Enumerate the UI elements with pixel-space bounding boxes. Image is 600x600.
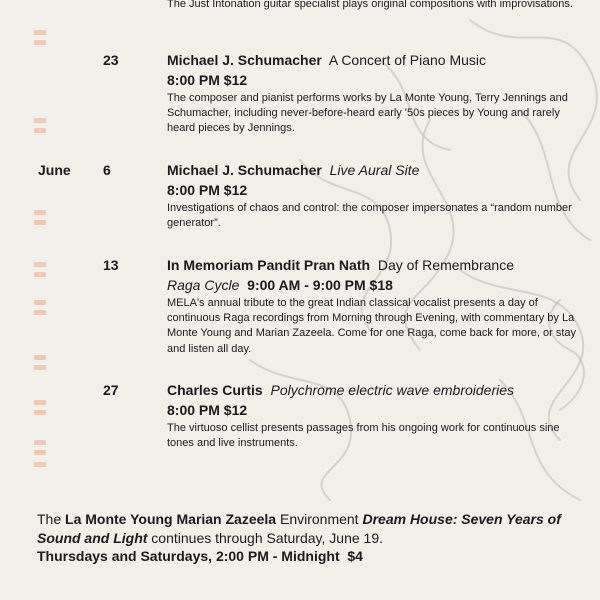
event-time-price: 8:00 PM $12: [167, 402, 248, 418]
footer-price: $4: [339, 548, 363, 564]
previous-event-description: The Just Intonation guitar specialist plays original compositions with improvisations.: [167, 0, 573, 10]
event-day: 27: [103, 382, 119, 398]
event-subtitle: A Concert of Piano Music: [328, 52, 487, 68]
event-description: The composer and pianist performs works by La Monte Young, Terry Jennings and Schumacher, including never-before-heard early '50s pieces by Young and rarely heard pieces by Jennings.: [167, 92, 568, 135]
event-description: The virtuoso cellist presents passages from his ongoing work for continuous sine tones and live instruments.: [167, 422, 560, 450]
event-day: 23: [103, 52, 119, 68]
footer-title: Dream House: Seven Years of Sound and Light: [37, 511, 561, 546]
event-description: Investigations of chaos and control: the composer impersonates a “random number generator”.: [167, 202, 572, 230]
footer-intro: The: [37, 511, 66, 527]
event-title: [167, 380, 587, 400]
event-time-price: 8:00 PM $12: [167, 72, 248, 88]
event-time-prefix: Raga Cycle: [167, 277, 240, 293]
event-time-price: [167, 275, 587, 295]
footer-artist-names: La Monte Young Marian Zazeela: [65, 511, 277, 527]
footer-continues: continues through Saturday, June 19.: [147, 529, 383, 546]
event-subtitle: Live Aural Site: [329, 162, 420, 178]
event-artist: Charles Curtis: [167, 382, 263, 398]
event-artist: Michael J. Schumacher: [167, 162, 322, 178]
event-day: 6: [103, 162, 111, 178]
event-title: [167, 160, 587, 180]
event-title: [167, 50, 587, 70]
event-day: 13: [103, 257, 119, 273]
event-subtitle: Polychrome electric wave embroideries: [270, 382, 515, 398]
event-artist: Michael J. Schumacher: [167, 52, 322, 68]
event-time-value: 9:00 AM - 9:00 PM $18: [247, 277, 393, 293]
event-artist: In Memoriam Pandit Pran Nath: [167, 257, 371, 273]
event-time-price: 8:00 PM $12: [167, 182, 248, 198]
footer-environment: Environment: [276, 511, 363, 527]
dream-house-notice: [37, 510, 577, 566]
event-title: [167, 255, 587, 275]
event-description: MELA's annual tribute to the great Indian classical vocalist presents a day of continuous Raga recordings from Morning through Evening, with commentary by La Monte Young and Marian Zazeela. Come for one Raga, come back for more, or stay and listen all day.: [167, 297, 577, 355]
event-subtitle: Day of Remembrance: [377, 257, 514, 273]
footer-schedule: Thursdays and Saturdays, 2:00 PM - Midnight: [37, 548, 340, 564]
event-month: June: [38, 162, 71, 178]
